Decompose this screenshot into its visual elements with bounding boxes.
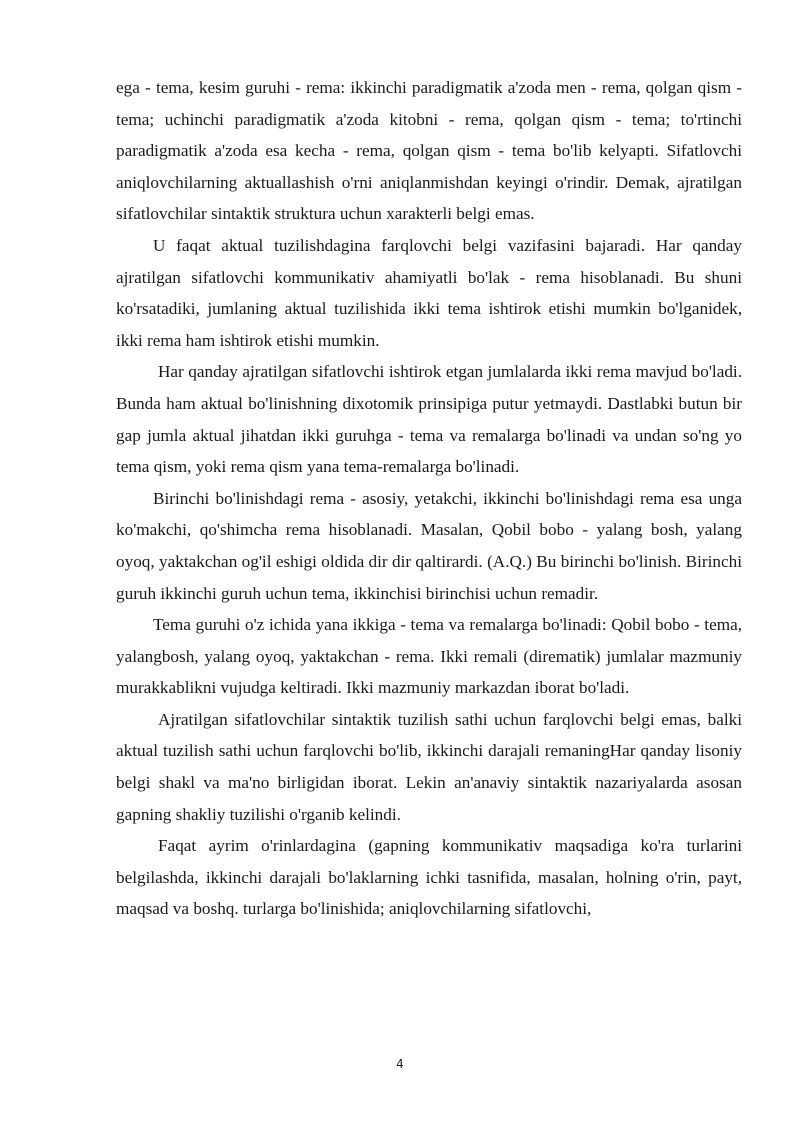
paragraph: Ajratilgan sifatlovchilar sintaktik tuzilish sathi uchun farqlovchi belgi emas, balki aktual tuzilish sathi uchun farqlovchi bo'lib, ikkinchi darajali remaningHar qanday lisoniy belgi shakl va ma'no birligidan iborat. Lekin an'anaviy sintaktik nazariyalarda asosan gapning shakliy tuzilishi o'rganib kelindi. [116,709,742,824]
paragraph: ega - tema, kesim guruhi - rema: ikkinchi paradigmatik a'zoda men - rema, qolgan qism - tema; uchinchi paradigmatik a'zoda kitobni - rema, qolgan qism - tema; to'rtinchi paradigmatik a'zoda esa kecha - rema, qolgan qism - tema bo'lib kelyapti. Sifatlovchi aniqlovchilarning aktuallashish o'rni aniqlanmishdan keyingi o'rindir. Demak, ajratilgan sifatlovchilar sintaktik struktura uchun xarakterli belgi emas. [116,78,742,224]
page-number: 4 [396,1057,404,1071]
document-page [116,72,742,925]
paragraph: Tema guruhi o'z ichida yana ikkiga - tema va remalarga bo'linadi: Qobil bobo - tema, yalangbosh, yalang oyoq, yaktakchan - rema. Ikki remali (dirematik) jumlalar mazmuniy murakkablikni vujudga keltiradi. Ikki mazmuniy markazdan iborat bo'ladi. [116,615,742,698]
paragraph: Har qanday ajratilgan sifatlovchi ishtirok etgan jumlalarda ikki rema mavjud bo'ladi. Bunda ham aktual bo'linishning dixotomik prinsipiga putur yetmaydi. Dastlabki butun bir gap jumla aktual jihatdan ikki guruhga - tema va remalarga bo'linadi va undan so'ng yo tema qism, yoki rema qism yana tema-remalarga bo'linadi. [116,362,742,477]
paragraph: Birinchi bo'linishdagi rema - asosiy, yetakchi, ikkinchi bo'linishdagi rema esa unga ko'makchi, qo'shimcha rema hisoblanadi. Masalan, Qobil bobo - yalang bosh, yalang oyoq, yaktakchan og'il eshigi oldida dir dir qaltirardi. (A.Q.) Bu birinchi bo'linish. Birinchi guruh ikkinchi guruh uchun tema, ikkinchisi birinchisi uchun remadir. [116,488,742,603]
paragraph: Faqat ayrim o'rinlardagina (gapning kommunikativ maqsadiga ko'ra turlarini belgilashda, ikkinchi darajali bo'laklarning ichki tasnifida, masalan, holning o'rin, payt, maqsad va boshq. turlarga bo'linishida; aniqlovchilarning sifatlovchi, [116,836,742,919]
paragraph: U faqat aktual tuzilishdagina farqlovchi belgi vazifasini bajaradi. Har qanday ajratilgan sifatlovchi kommunikativ ahamiyatli bo'lak - rema hisoblanadi. Bu shuni ko'rsatadiki, jumlaning aktual tuzilishida ikki tema ishtirok etishi mumkin bo'lganidek, ikki rema ham ishtirok etishi mumkin. [116,235,742,350]
